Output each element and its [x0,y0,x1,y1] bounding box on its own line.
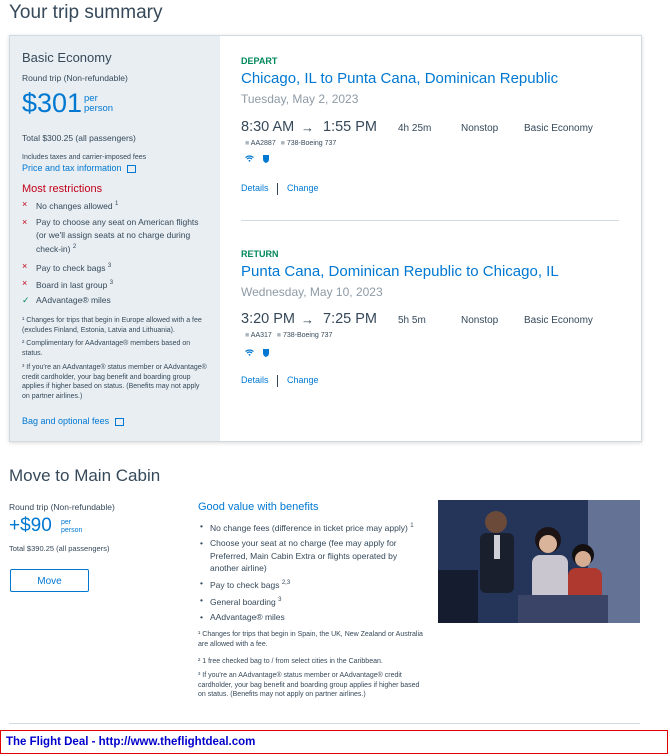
fare-name: Basic Economy [22,50,112,65]
return-flight-info [245,332,332,339]
section-divider [9,723,640,724]
bullet-icon: ■ [245,140,250,147]
benefit-item [200,594,430,608]
external-link-icon [127,165,136,173]
bullet-icon: • [200,538,203,548]
restriction-text: Pay to choose any seat on American flights (or we'll assign seats at no charge during check-in) [36,217,199,254]
banner-text[interactable]: The Flight Deal - http://www.theflightdeal.com [6,736,256,748]
shield-power-icon [263,155,269,165]
shield-power-icon [263,349,269,359]
fare-summary-panel [10,36,220,441]
depart-cabin: Basic Economy [524,123,593,134]
restriction-text: Pay to check bags [36,262,106,273]
main-cabin-title: Move to Main Cabin [9,466,161,485]
depart-change-link[interactable]: Change [287,183,319,193]
bullet-icon: • [200,595,203,605]
depart-dep-time: 8:30 AM [241,119,295,135]
cabin-photo-illustration [438,500,640,623]
depart-flight-info [245,140,336,147]
restriction-item [22,294,212,308]
depart-segment [241,36,631,236]
benefit-item [200,577,430,591]
trip-type: Round trip (Non-refundable) [22,73,128,83]
depart-date: Tuesday, May 2, 2023 [241,92,359,106]
footnote: ³ If you're an AAdvantage® status member or AAdvantage® credit cardholder, your bag benefit and boarding group applies if higher based on status. (Benefits may not apply on partner airlines.) [22,364,207,400]
depart-duration: 4h 25m [398,123,432,134]
restriction-text: No changes allowed [36,200,113,211]
benefit-item [200,611,430,625]
benefit-sup: 2,3 [281,580,291,586]
benefit-text: AAdvantage® miles [210,612,285,622]
x-icon: × [22,278,28,288]
bullet-icon: ■ [280,140,285,147]
return-duration: 5h 5m [398,315,426,326]
restriction-item [22,216,212,256]
benefit-text: No change fees (difference in ticket price may apply) [210,522,408,533]
benefit-sup: 1 [410,523,414,529]
x-icon: × [22,217,28,227]
price-tax-link[interactable] [22,163,136,173]
bullet-icon: ■ [245,332,250,339]
move-button[interactable]: Move [10,569,89,592]
benefits-title: Good value with benefits [198,501,319,513]
return-route: Punta Cana, Dominican Republic to Chicago, IL [241,263,559,280]
benefit-footnote: ² 1 free checked bag to / from select cities in the Caribbean. [198,658,383,665]
depart-aircraft: 738-Boeing 737 [286,140,337,147]
wifi-icon [245,155,254,164]
return-aircraft: 738-Boeing 737 [282,332,333,339]
return-flight-number: AA317 [250,332,272,339]
return-dep-time: 3:20 PM [241,311,295,327]
restrictions-title: Most restrictions [22,183,103,195]
arrow-right-icon: → [301,312,314,327]
restriction-item [22,260,212,274]
arrow-right-icon: → [301,120,314,135]
person-label: person [84,103,114,114]
main-cabin-price: +$90 [9,515,52,536]
benefit-text: Choose your seat at no charge (fee may apply for Preferred, Main Cabin Extra or flights operated by another airline) [210,538,398,573]
bullet-icon: • [200,521,203,531]
footnote: ¹ Changes for trips that begin in Europe allowed with a fee (excludes Finland, Estonia, Latvia and Lithuania). [22,317,202,334]
trip-summary-card [9,35,642,442]
benefit-item [200,537,430,577]
benefit-text: Pay to check bags [210,579,280,590]
restriction-sup: 1 [114,201,119,207]
bag-fees-link-label[interactable]: Bag and optional fees [22,416,110,426]
page-title: Your trip summary [9,2,163,23]
x-icon: × [22,261,28,271]
return-cabin: Basic Economy [524,315,593,326]
restriction-item [22,277,212,291]
depart-label: DEPART [241,56,278,66]
restriction-text: Board in last group [36,279,108,290]
benefit-footnote: ³ If you're an AAdvantage® status member or AAdvantage® credit cardholder, your bag benefit and boarding group applies if higher based on status. (Benefits may not apply on partner airlines.) [198,672,420,698]
return-segment [241,241,631,431]
link-divider [277,375,278,387]
main-cabin-per-person [61,519,82,535]
benefit-item [200,520,430,534]
check-icon: ✓ [22,295,30,305]
bag-fees-link[interactable] [22,416,124,426]
person-label: person [61,527,83,534]
restriction-sup: 3 [107,263,112,269]
total-price: Total $300.25 (all passengers) [22,133,136,143]
bullet-icon: • [200,612,203,622]
wifi-icon [245,349,254,358]
return-arr-time: 7:25 PM [323,311,377,327]
main-cabin-total: Total $390.25 (all passengers) [9,544,110,553]
depart-details-link[interactable]: Details [241,183,269,193]
return-date: Wednesday, May 10, 2023 [241,285,383,299]
restriction-text: AAdvantage® miles [36,295,111,305]
main-cabin-trip-type: Round trip (Non-refundable) [9,502,115,512]
return-change-link[interactable]: Change [287,375,319,385]
depart-flight-number: AA2887 [250,140,276,147]
return-label: RETURN [241,249,279,259]
external-link-icon [115,418,124,426]
benefit-footnote: ¹ Changes for trips that begin in Spain, the UK, New Zealand or Australia are allowed with a fee. [198,631,423,648]
depart-route: Chicago, IL to Punta Cana, Dominican Republic [241,70,559,87]
cabin-photo [438,500,640,623]
link-divider [277,183,278,195]
segment-divider [241,220,619,221]
restriction-sup: 3 [109,280,114,286]
return-details-link[interactable]: Details [241,375,269,385]
depart-arr-time: 1:55 PM [323,119,377,135]
price-tax-link-label[interactable]: Price and tax information [22,163,122,173]
return-stops: Nonstop [461,315,499,326]
benefit-text: General boarding [210,596,276,607]
x-icon: × [22,199,28,209]
price: $301 [22,88,83,118]
price-per-person [84,94,113,114]
depart-stops: Nonstop [461,123,499,134]
bullet-icon: • [200,578,203,588]
flight-deal-banner [0,730,668,754]
restriction-sup: 2 [72,244,77,250]
restriction-item [22,198,212,212]
benefit-sup: 3 [278,597,282,603]
per-label: per [84,93,98,104]
bullet-icon: ■ [276,332,282,339]
taxes-note: Includes taxes and carrier-imposed fees [22,154,147,161]
footnote: ² Complimentary for AAdvantage® members based on status. [22,340,191,357]
per-label: per [61,519,72,526]
